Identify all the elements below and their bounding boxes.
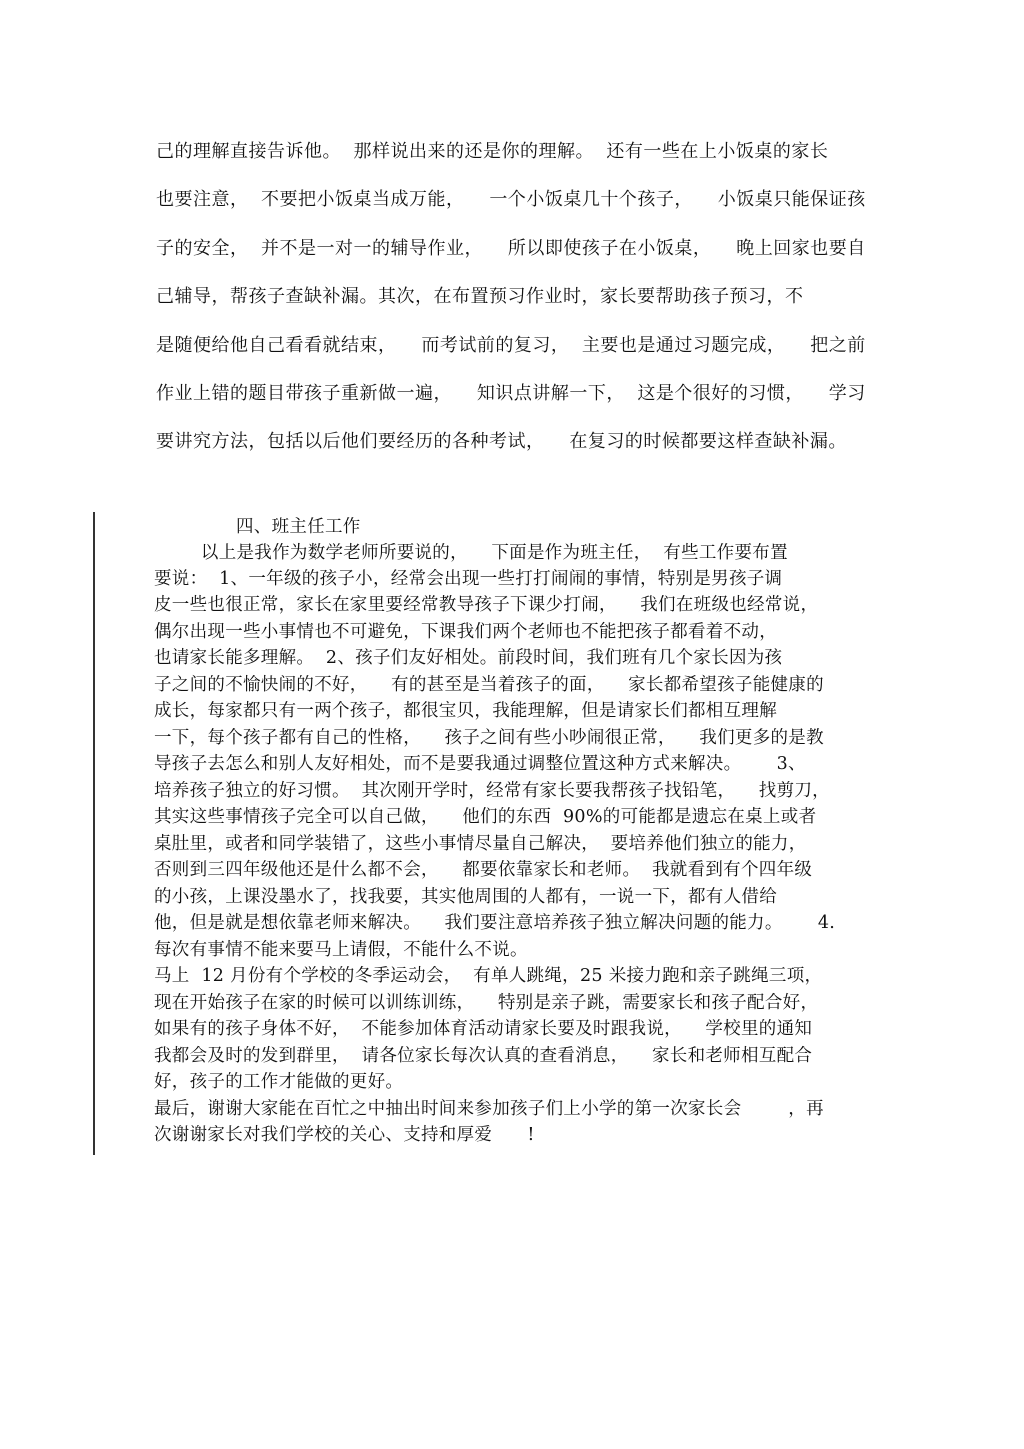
text-line: 我都会及时的发到群里， 请各位家长每次认真的查看消息， 家长和老师相互配合 xyxy=(154,1046,813,1066)
text-line: 也请家长能多理解。 2、孩子们友好相处。前段时间，我们班有几个家长因为孩 xyxy=(154,648,783,668)
text-line: 培养孩子独立的好习惯。 其次刚开学时，经常有家长要我帮孩子找铅笔， 找剪刀， xyxy=(154,781,830,801)
text-line: 也要注意， 不要把小饭桌当成万能， 一个小饭桌几十个孩子， 小饭桌只能保证孩 xyxy=(156,189,866,210)
text-line: 子的安全， 并不是一对一的辅导作业， 所以即使孩子在小饭桌， 晚上回家也要自 xyxy=(156,238,866,259)
text-line: 成长，每家都只有一两个孩子，都很宝贝，我能理解，但是请家长们都相互理解 xyxy=(154,701,777,721)
text-line: 皮一些也很正常，家长在家里要经常教导孩子下课少打闹， 我们在班级也经常说， xyxy=(154,595,819,615)
text-line: 否则到三四年级他还是什么都不会， 都要依靠家长和老师。 我就看到有个四年级 xyxy=(154,860,813,880)
text-line: 导孩子去怎么和别人友好相处，而不是要我通过调整位置这种方式来解决。 3、 xyxy=(154,754,806,774)
text-line: 如果有的孩子身体不好， 不能参加体育活动请家长要及时跟我说， 学校里的通知 xyxy=(154,1019,813,1039)
text-line: 偶尔出现一些小事情也不可避免，下课我们两个老师也不能把孩子都看着不动， xyxy=(154,622,777,642)
section-heading: 四、班主任工作 xyxy=(236,517,361,537)
text-line: 最后，谢谢大家能在百忙之中抽出时间来参加孩子们上小学的第一次家长会 ，再 xyxy=(154,1099,824,1119)
text-line: 桌肚里，或者和同学装错了，这些小事情尽量自己解决， 要培养他们独立的能力， xyxy=(154,834,807,854)
text-line: 现在开始孩子在家的时候可以训练训练， 特别是亲子跳，需要家长和孩子配合好， xyxy=(154,993,819,1013)
text-line: 一下，每个孩子都有自己的性格， 孩子之间有些小吵闹很正常， 我们更多的是教 xyxy=(154,728,824,748)
text-line: 次谢谢家长对我们学校的关心、支持和厚爱 ! xyxy=(154,1125,535,1145)
text-line: 每次有事情不能来要马上请假，不能什么不说。 xyxy=(154,940,528,960)
text-line: 他，但是就是想依靠老师来解决。 我们要注意培养孩子独立解决问题的能力。 4. xyxy=(154,913,836,933)
text-line: 要说： 1、一年级的孩子小，经常会出现一些打打闹闹的事情，特别是男孩子调 xyxy=(154,569,783,589)
text-line: 以上是我作为数学老师所要说的， 下面是作为班主任， 有些工作要布置 xyxy=(154,543,788,563)
text-line: 好，孩子的工作才能做的更好。 xyxy=(154,1072,404,1092)
margin-rule xyxy=(93,512,95,1155)
text-line: 子之间的不愉快闹的不好， 有的甚至是当着孩子的面， 家长都希望孩子能健康的 xyxy=(154,675,824,695)
text-line: 马上 12 月份有个学校的冬季运动会， 有单人跳绳，25 米接力跑和亲子跳绳三项， xyxy=(154,966,823,986)
text-line: 己的理解直接告诉他。 那样说出来的还是你的理解。 还有一些在上小饭桌的家长 xyxy=(156,141,829,162)
text-line: 作业上错的题目带孩子重新做一遍， 知识点讲解一下， 这是个很好的习惯， 学习 xyxy=(156,383,866,404)
text-line: 其实这些事情孩子完全可以自己做， 他们的东西 90%的可能都是遗忘在桌上或者 xyxy=(154,807,817,827)
text-line: 己辅导，帮孩子查缺补漏。其次，在布置预习作业时，家长要帮助孩子预习，不 xyxy=(156,286,804,307)
text-line: 要讲究方法，包括以后他们要经历的各种考试， 在复习的时候都要这样查缺补漏。 xyxy=(156,431,847,452)
text-line: 是随便给他自己看看就结束， 而考试前的复习， 主要也是通过习题完成， 把之前 xyxy=(156,335,866,356)
text-line: 的小孩，上课没墨水了，找我要，其实他周围的人都有，一说一下，都有人借给 xyxy=(154,887,777,907)
